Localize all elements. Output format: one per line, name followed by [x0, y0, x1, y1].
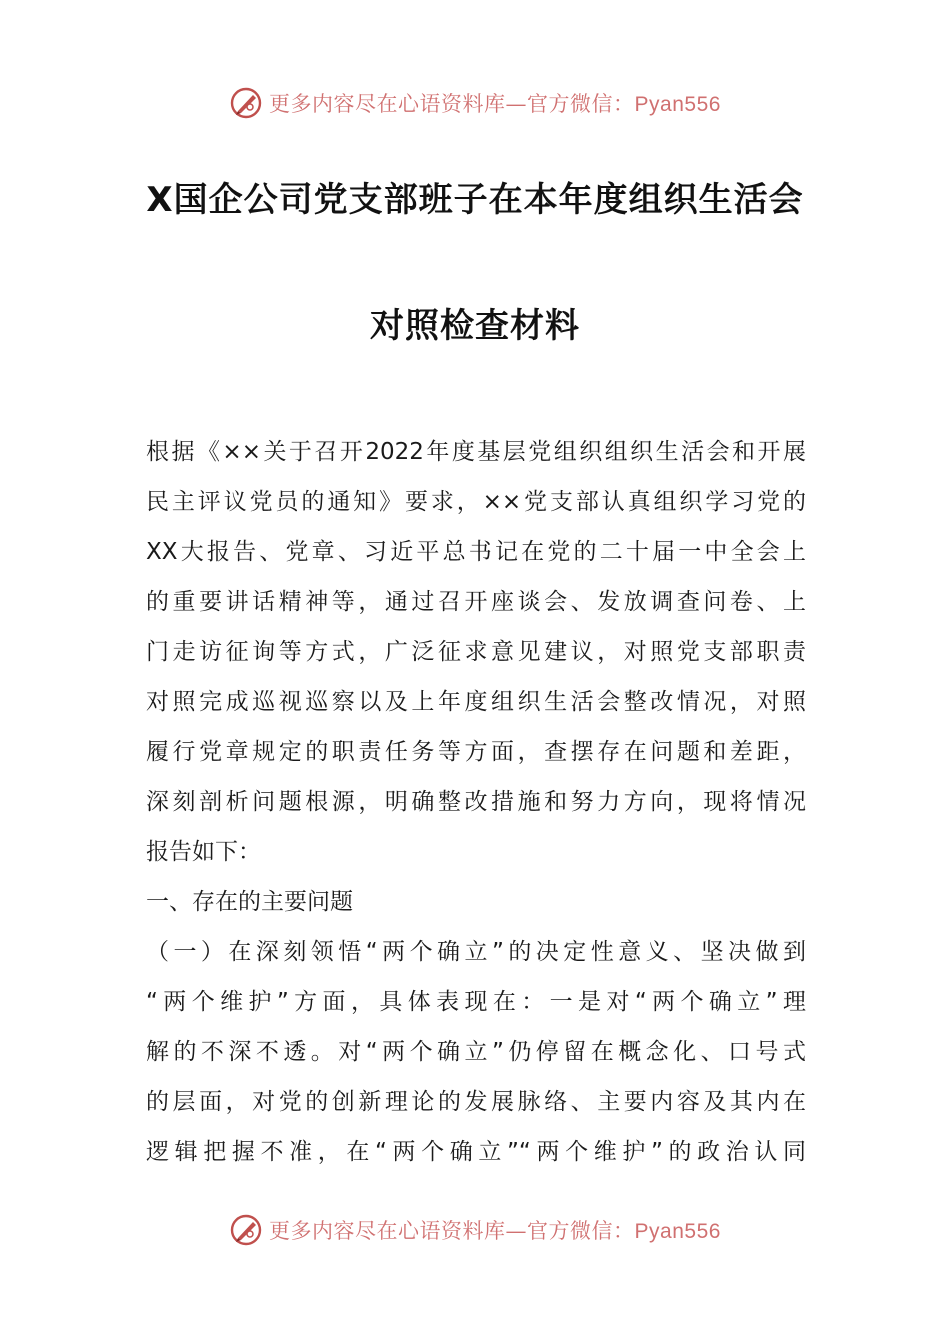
watermark-handle: Pyan556 — [634, 1220, 721, 1243]
watermark-handle: Pyan556 — [634, 93, 721, 116]
body-line: 的重要讲话精神等，通过召开座谈会、发放调查问卷、上 — [146, 589, 806, 615]
body-line: 解的不深不透。对“两个确立”仍停留在概念化、口号式 — [146, 1039, 806, 1065]
body-line: 对照完成巡视巡察以及上年度组织生活会整改情况，对照 — [146, 689, 806, 715]
body-line: 履行党章规定的职责任务等方面，查摆存在问题和差距， — [146, 739, 806, 765]
pen-logo-icon — [229, 86, 263, 120]
watermark-text: 更多内容尽在心语资料库—官方微信：Pyan556 — [269, 92, 721, 116]
body-line: 门走访征询等方式，广泛征求意见建议，对照党支部职责 — [146, 639, 806, 665]
document-title-line1: X国企公司党支部班子在本年度组织生活会 — [146, 180, 804, 220]
body-line: 深刻剖析问题根源，明确整改措施和努力方向，现将情况 — [146, 789, 806, 815]
document-body — [146, 427, 806, 1177]
body-line: XX大报告、党章、习近平总书记在党的二十届一中全会上 — [146, 539, 806, 565]
body-line: 的层面，对党的创新理论的发展脉络、主要内容及其内在 — [146, 1089, 806, 1115]
pen-logo-icon — [229, 1213, 263, 1247]
body-line: 民主评议党员的通知》要求，××党支部认真组织学习党的 — [146, 489, 806, 515]
body-line: 报告如下： — [146, 839, 261, 865]
body-line: “两个维护”方面，具体表现在：一是对“两个确立”理 — [146, 989, 806, 1015]
section-heading: 一、存在的主要问题 — [146, 889, 353, 915]
body-line: 逻辑把握不准，在“两个确立”“两个维护”的政治认同 — [146, 1139, 806, 1165]
watermark-bottom — [0, 1210, 950, 1250]
watermark-text: 更多内容尽在心语资料库—官方微信：Pyan556 — [269, 1219, 721, 1243]
body-line: （一）在深刻领悟“两个确立”的决定性意义、坚决做到 — [146, 939, 806, 965]
body-line: 根据《××关于召开2022年度基层党组织组织生活会和开展 — [146, 439, 806, 465]
watermark-top — [0, 83, 950, 123]
document-title-line2: 对照检查材料 — [370, 306, 580, 346]
